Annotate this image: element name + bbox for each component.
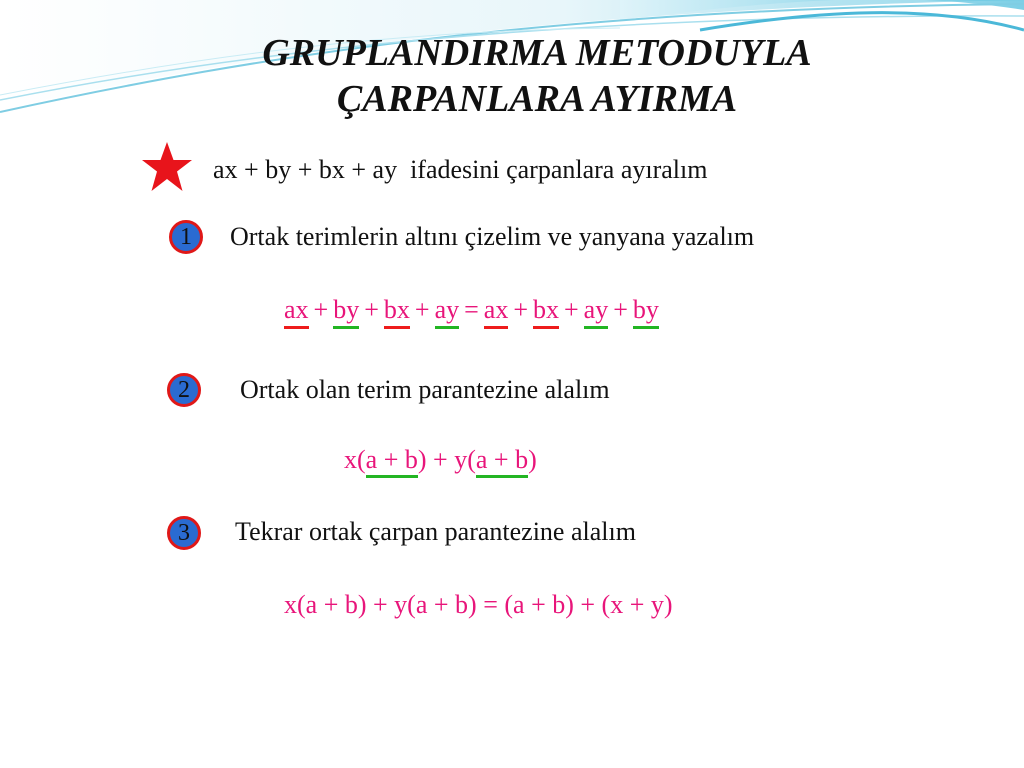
step-1-badge: 1 — [169, 220, 203, 254]
step-1-text: Ortak terimlerin altını çizelim ve yanyana yazalım — [230, 222, 755, 251]
plus-sign: + — [513, 295, 528, 324]
slide-title — [0, 30, 1024, 122]
eq2-mid: ) + y( — [417, 445, 476, 474]
title-line-1: GRUPLANDIRMA METODUYLA — [262, 32, 812, 74]
plus-sign: + — [364, 295, 379, 324]
intro-text: ifadesini çarpanlara ayıralım — [410, 155, 708, 184]
plus-sign: + — [313, 295, 329, 324]
term-bx: bx — [533, 295, 559, 329]
term-ax: ax — [284, 295, 309, 329]
intro-expression: ax + by + bx + ay — [213, 155, 398, 184]
intro-line — [213, 155, 707, 185]
eq2-close: ) — [528, 445, 537, 474]
step-2-badge: 2 — [167, 373, 201, 407]
term-by: by — [633, 295, 659, 329]
equals-sign: = — [464, 295, 479, 324]
title-line-2: ÇARPANLARA AYIRMA — [336, 78, 738, 120]
equation-2 — [344, 445, 537, 478]
step-3-badge: 3 — [167, 516, 201, 550]
eq2-x-open: x( — [344, 445, 366, 474]
star-icon — [140, 140, 194, 194]
term-ay: ay — [435, 295, 460, 329]
plus-sign: + — [613, 295, 628, 324]
step-2-text: Ortak olan terim parantezine alalım — [240, 375, 610, 404]
eq2-group-2: a + b — [476, 445, 528, 478]
plus-sign: + — [414, 295, 430, 324]
equation-3: x(a + b) + y(a + b) = (a + b) + (x + y) — [284, 590, 673, 619]
step-3-text: Tekrar ortak çarpan parantezine alalım — [235, 517, 636, 546]
equation-1 — [284, 295, 659, 329]
eq2-group-1: a + b — [366, 445, 418, 478]
term-ax: ax — [484, 295, 509, 329]
term-ay: ay — [584, 295, 609, 329]
plus-sign: + — [564, 295, 579, 324]
term-by: by — [333, 295, 359, 329]
term-bx: bx — [384, 295, 410, 329]
